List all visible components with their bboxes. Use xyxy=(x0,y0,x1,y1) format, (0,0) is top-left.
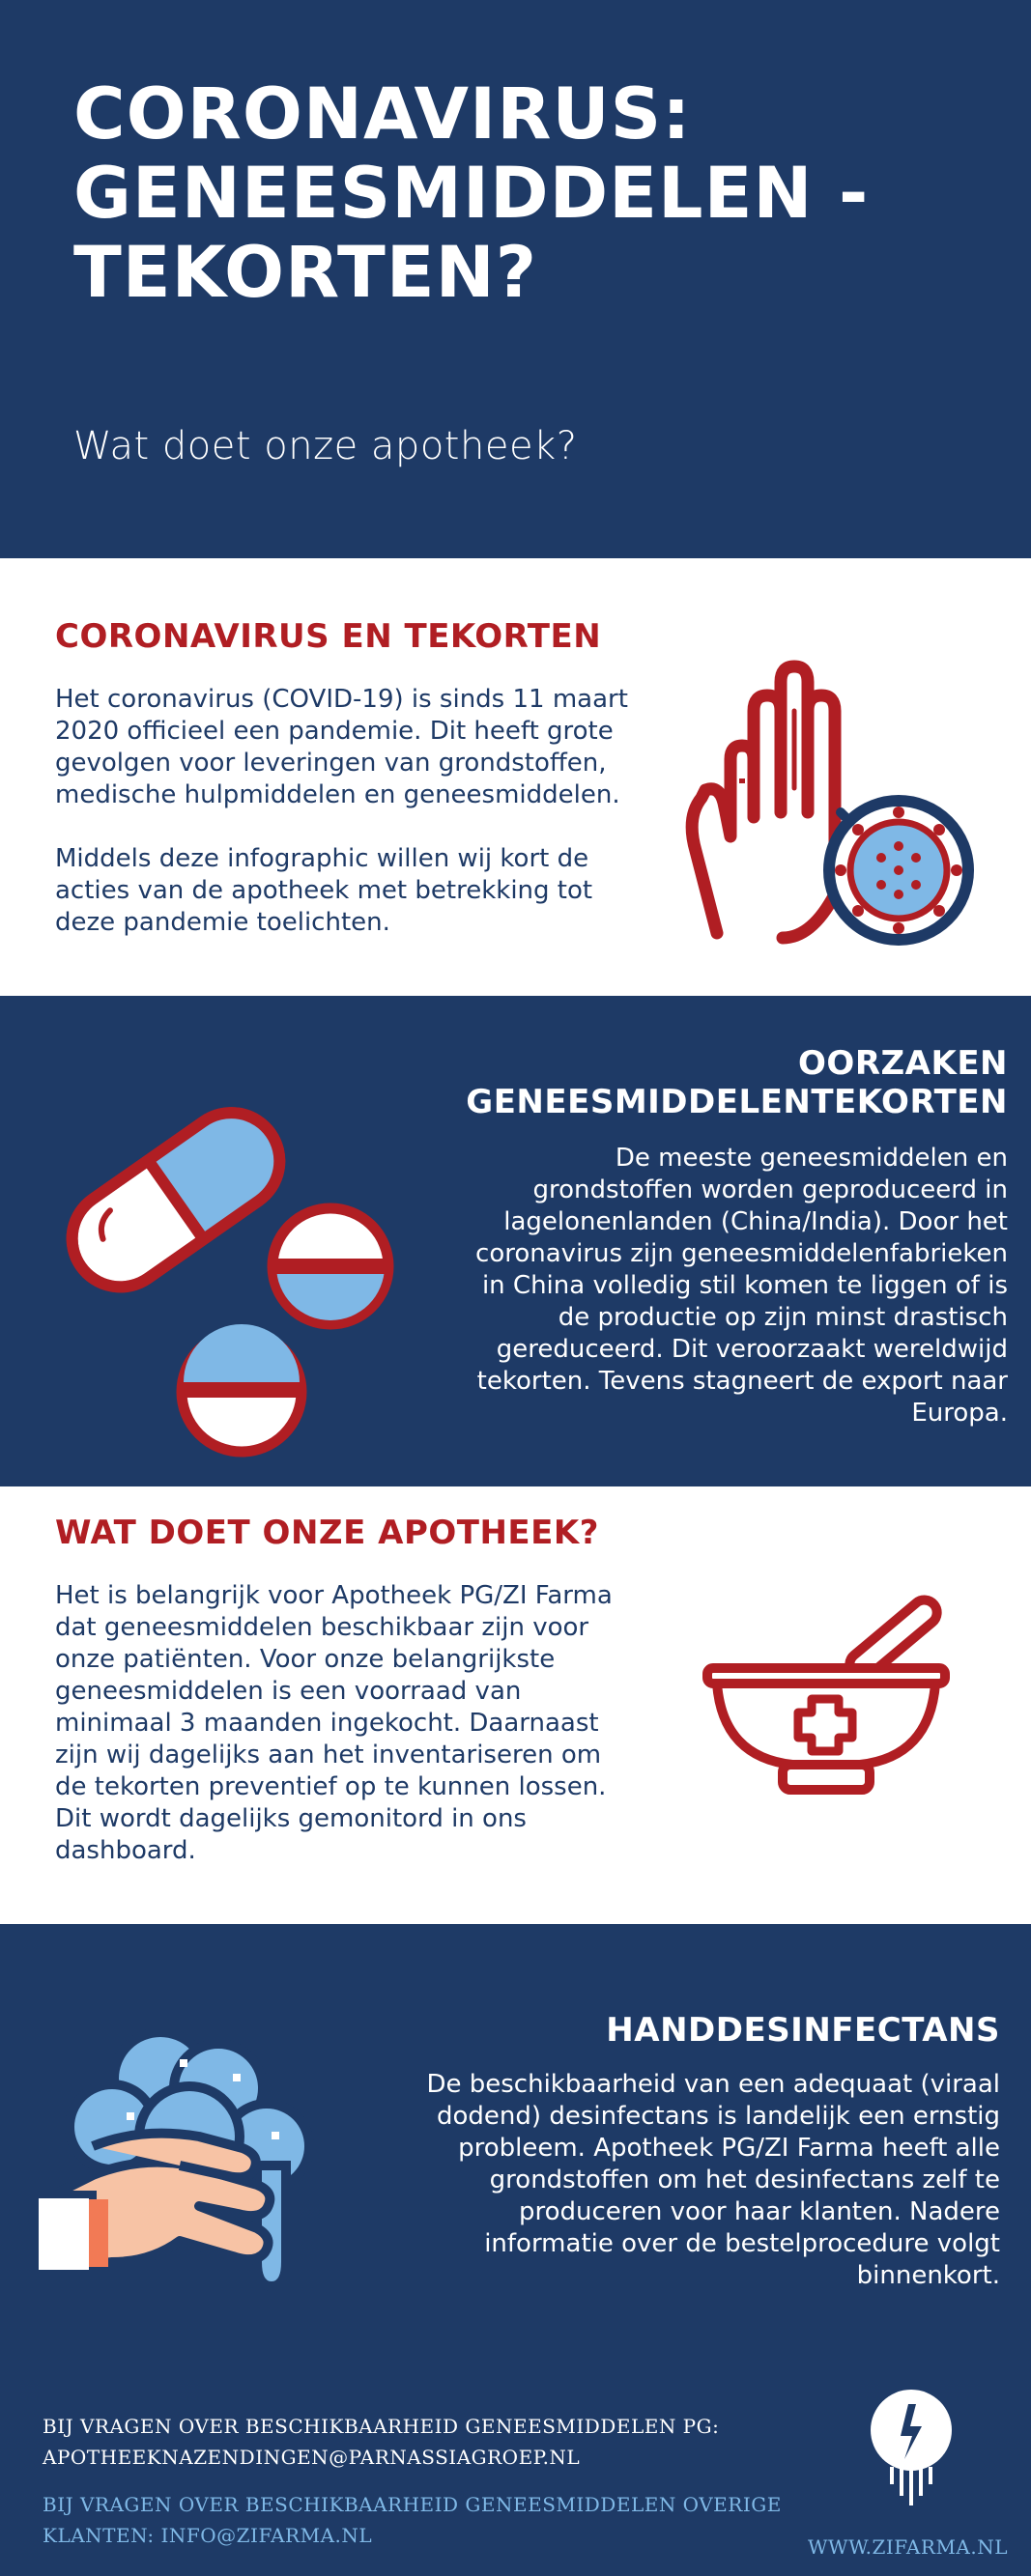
section-text: Het is belangrijk voor Apotheek PG/ZI Farma dat geneesmiddelen beschikbaar zijn voor onze patiënten. Voor onze belangrijkste geneesmiddelen is een voorraad van minimaal 3 maanden ingekocht. Daarnaast zijn wij dagelijks aan het inventariseren om de tekorten preventief op te kunnen lossen. Dit wordt dagelijks gemonitord in ons dashboard. xyxy=(55,1581,613,1865)
footer-other-contact: BIJ VRAGEN OVER BESCHIKBAARHEID GENEESMIDDELEN OVERIGE KLANTEN: INFO@ZIFARMA.NL xyxy=(43,2493,782,2547)
section-text: De beschikbaarheid van een adequaat (viraal dodend) desinfectans is landelijk een ernstig probleem. Apotheek PG/ZI Farma heeft alle grondstoffen om het desinfectans zelf te produceren voor haar klanten. Nadere informatie over de bestelprocedure volgt binnenkort. xyxy=(426,2070,1000,2290)
main-title-line-1: CORONAVIRUS: xyxy=(73,73,692,156)
section-wat-doet-onze-apotheek xyxy=(0,1486,1031,1924)
subtitle: Wat doet onze apotheek? xyxy=(73,424,578,468)
section-text: De meeste geneesmiddelen en grondstoffen worden geproduceerd in lagelonenlanden (China/India). Door het coronavirus zijn geneesmiddelenfabrieken in China volledig stil komen te liggen of is de productie op zijn minst drastisch gereduceerd. Dit veroorzaakt wereldwijd tekorten. Tevens stagneert de export naar Europa. xyxy=(475,1144,1008,1428)
main-title xyxy=(73,75,1001,313)
main-title-line-2: GENEESMIDDELEN - xyxy=(73,153,870,235)
section-coronavirus-tekorten xyxy=(0,558,1031,996)
section-title: HANDDESINFECTANS xyxy=(606,2011,1000,2050)
section-title-line-1: OORZAKEN xyxy=(798,1044,1008,1083)
section-title xyxy=(466,1044,1008,1121)
website-link[interactable]: WWW.ZIFARMA.NL xyxy=(807,2535,1008,2559)
pills-icon xyxy=(58,1092,415,1459)
section-title: CORONAVIRUS EN TEKORTEN xyxy=(55,617,602,656)
main-title-line-3: TEKORTEN? xyxy=(73,232,538,314)
hand-virus-icon xyxy=(667,653,986,952)
section-handdesinfectans xyxy=(0,1924,1031,2359)
mortar-pestle-icon xyxy=(696,1583,957,1796)
hand-washing-icon xyxy=(35,2021,363,2301)
footer-pg-contact: BIJ VRAGEN OVER BESCHIKBAARHEID GENEESMIDDELEN PG: APOTHEEKNAZENDINGEN@PARNASSIAGROEP.NL xyxy=(43,2415,720,2469)
section-text: Het coronavirus (COVID-19) is sinds 11 maart 2020 officieel een pandemie. Dit heeft grote gevolgen voor leveringen van grondstoffen, medische hulpmiddelen en geneesmiddelen. Middels deze infographic willen wij kort de acties van de apotheek met betrekking tot deze pandemie toelichten. xyxy=(55,685,628,937)
section-title: WAT DOET ONZE APOTHEEK? xyxy=(55,1514,599,1552)
lightbulb-logo xyxy=(858,2380,964,2515)
header xyxy=(0,0,1031,558)
section-title-line-2: GENEESMIDDELENTEKORTEN xyxy=(466,1083,1008,1121)
section-oorzaken xyxy=(0,996,1031,1486)
